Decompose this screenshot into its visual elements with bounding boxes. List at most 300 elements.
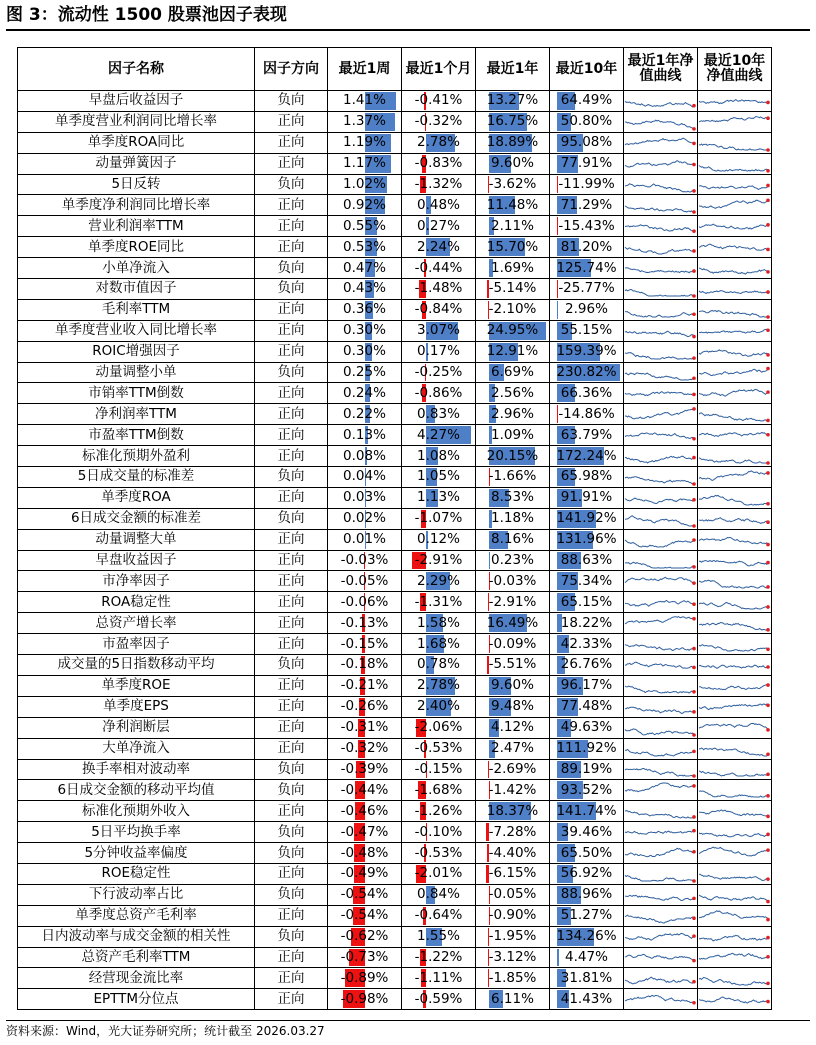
return-cell-w	[328, 111, 402, 132]
nav-curve-1y	[624, 467, 698, 488]
return-cell-y	[476, 571, 550, 592]
table-row	[18, 487, 772, 508]
sparkline-path	[625, 831, 695, 835]
return-cell-y	[476, 279, 550, 300]
sparkline-path	[625, 372, 695, 379]
sparkline-end-marker	[766, 116, 770, 120]
sparkline-end-marker	[766, 199, 770, 203]
direction-cell: 正向	[255, 801, 328, 822]
nav-curve-1y	[624, 529, 698, 550]
return-cell-t	[550, 446, 624, 467]
direction-cell: 正向	[255, 696, 328, 717]
return-cell-y	[476, 884, 550, 905]
header-nav-curve-10y: 最近10年净值曲线	[698, 48, 772, 91]
nav-curve-1y	[624, 759, 698, 780]
direction-cell: 正向	[255, 404, 328, 425]
sparkline-end-marker	[692, 666, 696, 670]
return-cell-w	[328, 467, 402, 488]
value-text: -3.12%	[488, 948, 537, 965]
nav-curve-10y	[698, 717, 772, 738]
value-text: 26.76%	[560, 656, 613, 673]
value-text: -0.48%	[340, 844, 389, 861]
nav-curve-1y	[624, 341, 698, 362]
nav-curve-1y	[624, 216, 698, 237]
table-row	[18, 780, 772, 801]
table-row	[18, 947, 772, 968]
factor-name-cell: 净利润断层	[18, 717, 255, 738]
table-row	[18, 153, 772, 174]
direction-cell: 正向	[255, 153, 328, 174]
return-cell-w	[328, 508, 402, 529]
sparkline-end-marker	[692, 376, 696, 380]
sparkline-path	[699, 684, 769, 689]
direction-cell: 正向	[255, 675, 328, 696]
return-cell-t	[550, 926, 624, 947]
value-text: 0.12%	[417, 531, 460, 548]
return-cell-t	[550, 738, 624, 759]
table-row	[18, 132, 772, 153]
value-text: -0.15%	[340, 635, 389, 652]
value-text: -0.83%	[414, 155, 463, 172]
nav-curve-1y	[624, 613, 698, 634]
return-cell-y	[476, 613, 550, 634]
return-cell-t	[550, 341, 624, 362]
value-text: -0.26%	[340, 698, 389, 715]
sparkline-end-marker	[692, 647, 696, 651]
sparkline-end-marker	[766, 982, 770, 986]
sparkline-end-marker	[692, 582, 696, 586]
value-text: -0.53%	[414, 844, 463, 861]
sparkline-path	[625, 540, 695, 547]
table-row	[18, 926, 772, 947]
value-text: 88.63%	[560, 552, 613, 569]
sparkline-path	[625, 289, 695, 296]
table-row	[18, 237, 772, 258]
value-text: -5.51%	[488, 656, 537, 673]
table-row	[18, 195, 772, 216]
sparkline-path	[625, 662, 695, 668]
return-cell-m	[402, 822, 476, 843]
sparkline-path	[699, 847, 769, 856]
value-text: -0.46%	[340, 802, 389, 819]
sparkline-path	[625, 707, 695, 713]
factor-name-cell: 单季度ROA同比	[18, 132, 255, 153]
value-text: -0.44%	[340, 781, 389, 798]
factor-name-cell: 市盈率因子	[18, 634, 255, 655]
value-text: -2.91%	[488, 593, 537, 610]
return-cell-w	[328, 91, 402, 112]
sparkline-path	[625, 120, 695, 129]
value-text: 1.17%	[343, 155, 386, 172]
sparkline-path	[699, 458, 769, 463]
return-cell-m	[402, 780, 476, 801]
nav-curve-10y	[698, 592, 772, 613]
return-cell-t	[550, 195, 624, 216]
value-text: 96.17%	[560, 677, 613, 694]
table-row	[18, 675, 772, 696]
factor-name-cell: 单季度ROE	[18, 675, 255, 696]
return-cell-m	[402, 571, 476, 592]
nav-curve-10y	[698, 550, 772, 571]
direction-cell: 负向	[255, 174, 328, 195]
table-row	[18, 299, 772, 320]
return-cell-m	[402, 362, 476, 383]
factor-name-cell: 标准化预期外盈利	[18, 446, 255, 467]
sparkline-path	[625, 749, 695, 756]
return-cell-t	[550, 237, 624, 258]
value-text: -6.15%	[488, 865, 537, 882]
return-cell-y	[476, 529, 550, 550]
return-cell-y	[476, 508, 550, 529]
factor-name-cell: 总资产增长率	[18, 613, 255, 634]
sparkline-path	[699, 560, 769, 565]
sparkline-path	[699, 165, 769, 171]
table-row	[18, 341, 772, 362]
value-text: -0.41%	[414, 92, 463, 109]
value-text: 15.70%	[486, 238, 539, 255]
return-cell-w	[328, 968, 402, 989]
factor-name-cell: 早盘后收益因子	[18, 91, 255, 112]
sparkline-end-marker	[692, 211, 696, 215]
sparkline-end-marker	[766, 315, 770, 319]
sparkline-end-marker	[692, 710, 696, 714]
return-cell-w	[328, 299, 402, 320]
factor-name-cell: 换手率相对波动率	[18, 759, 255, 780]
return-cell-y	[476, 237, 550, 258]
return-cell-y	[476, 383, 550, 404]
sparkline-path	[699, 771, 769, 776]
value-text: -7.28%	[488, 823, 537, 840]
nav-curve-10y	[698, 446, 772, 467]
factor-name-cell: 6日成交金额的移动平均值	[18, 780, 255, 801]
value-text: -14.86%	[558, 405, 615, 422]
factor-name-cell: 动量弹簧因子	[18, 153, 255, 174]
sparkline-path	[699, 791, 769, 797]
table-row	[18, 467, 772, 488]
direction-cell: 正向	[255, 237, 328, 258]
value-text: 141.92%	[556, 510, 617, 527]
value-text: 9.60%	[491, 155, 534, 172]
return-cell-m	[402, 467, 476, 488]
nav-curve-1y	[624, 884, 698, 905]
return-cell-y	[476, 717, 550, 738]
return-cell-y	[476, 487, 550, 508]
sparkline-end-marker	[692, 269, 696, 273]
sparkline-end-marker	[766, 683, 770, 687]
value-text: 65.98%	[560, 468, 613, 485]
value-text: 4.27%	[417, 426, 460, 443]
factor-name-cell: ROIC增强因子	[18, 341, 255, 362]
sparkline-end-marker	[766, 471, 770, 475]
return-cell-y	[476, 968, 550, 989]
return-cell-t	[550, 780, 624, 801]
value-text: -0.10%	[414, 823, 463, 840]
return-cell-m	[402, 675, 476, 696]
nav-curve-1y	[624, 905, 698, 926]
value-text: 50.80%	[560, 113, 613, 130]
sparkline-end-marker	[766, 560, 770, 564]
sparkline-path	[625, 456, 695, 463]
value-text: 0.47%	[343, 259, 386, 276]
direction-cell: 正向	[255, 111, 328, 132]
value-text: 0.13%	[343, 426, 386, 443]
table-row	[18, 863, 772, 884]
direction-cell: 负向	[255, 467, 328, 488]
return-cell-w	[328, 863, 402, 884]
value-text: -1.85%	[488, 969, 537, 986]
direction-cell: 正向	[255, 613, 328, 634]
value-text: 0.01%	[343, 531, 386, 548]
value-text: 1.09%	[491, 426, 534, 443]
sparkline-path	[699, 495, 769, 505]
return-cell-m	[402, 655, 476, 676]
return-cell-w	[328, 571, 402, 592]
return-cell-t	[550, 508, 624, 529]
value-text: 134.26%	[556, 928, 617, 945]
value-text: 0.30%	[343, 322, 386, 339]
return-cell-y	[476, 111, 550, 132]
return-cell-w	[328, 487, 402, 508]
value-text: 55.15%	[560, 322, 613, 339]
value-text: -2.01%	[414, 865, 463, 882]
value-text: 2.24%	[417, 238, 460, 255]
return-cell-y	[476, 216, 550, 237]
return-cell-m	[402, 989, 476, 1010]
sparkline-end-marker	[766, 752, 770, 756]
value-text: 0.25%	[343, 364, 386, 381]
return-cell-y	[476, 174, 550, 195]
value-text: 49.63%	[560, 719, 613, 736]
direction-cell: 负向	[255, 655, 328, 676]
sparkline-path	[699, 185, 769, 189]
return-cell-w	[328, 425, 402, 446]
return-cell-w	[328, 446, 402, 467]
table-row	[18, 174, 772, 195]
value-text: 18.37%	[486, 802, 539, 819]
factor-name-cell: 早盘收益因子	[18, 550, 255, 571]
value-text: 65.50%	[560, 844, 613, 861]
nav-curve-10y	[698, 989, 772, 1010]
return-cell-w	[328, 780, 402, 801]
table-row	[18, 404, 772, 425]
value-text: 1.08%	[417, 447, 460, 464]
return-cell-m	[402, 843, 476, 864]
nav-curve-10y	[698, 153, 772, 174]
sparkline-end-marker	[692, 498, 696, 502]
sparkline-end-marker	[692, 524, 696, 528]
value-text: 0.55%	[343, 217, 386, 234]
return-cell-t	[550, 467, 624, 488]
value-text: 4.47%	[565, 948, 608, 965]
sparkline-path	[699, 954, 769, 960]
value-text: 0.02%	[343, 510, 386, 527]
return-cell-y	[476, 843, 550, 864]
return-cell-t	[550, 863, 624, 884]
sparkline-path	[625, 728, 695, 734]
direction-cell: 负向	[255, 91, 328, 112]
return-cell-w	[328, 529, 402, 550]
value-text: -0.32%	[340, 740, 389, 757]
sparkline-end-marker	[692, 334, 696, 338]
value-text: -0.31%	[340, 719, 389, 736]
sparkline-path	[699, 368, 769, 375]
factor-name-cell: 单季度ROA	[18, 487, 255, 508]
nav-curve-1y	[624, 91, 698, 112]
nav-curve-10y	[698, 905, 772, 926]
nav-curve-1y	[624, 404, 698, 425]
return-cell-w	[328, 550, 402, 571]
value-text: 2.78%	[417, 677, 460, 694]
nav-curve-10y	[698, 487, 772, 508]
sparkline-end-marker	[766, 461, 770, 465]
nav-curve-1y	[624, 174, 698, 195]
direction-cell: 正向	[255, 550, 328, 571]
sparkline-end-marker	[692, 162, 696, 166]
table-row	[18, 279, 772, 300]
return-cell-w	[328, 132, 402, 153]
nav-curve-1y	[624, 279, 698, 300]
table-row	[18, 258, 772, 279]
return-cell-y	[476, 425, 550, 446]
value-text: 2.29%	[417, 572, 460, 589]
direction-cell: 负向	[255, 759, 328, 780]
sparkline-end-marker	[692, 127, 696, 131]
factor-name-cell: 营业利润率TTM	[18, 216, 255, 237]
value-text: -1.95%	[488, 928, 537, 945]
value-text: 18.89%	[486, 134, 539, 151]
sparkline-path	[699, 517, 769, 523]
nav-curve-10y	[698, 696, 772, 717]
return-cell-m	[402, 299, 476, 320]
return-cell-y	[476, 634, 550, 655]
return-cell-y	[476, 801, 550, 822]
sparkline-path	[625, 769, 695, 777]
value-text: -3.62%	[488, 176, 537, 192]
return-cell-w	[328, 926, 402, 947]
sparkline-end-marker	[766, 101, 770, 105]
nav-curve-10y	[698, 947, 772, 968]
factor-name-cell: ROE稳定性	[18, 863, 255, 884]
value-text: 1.37%	[343, 113, 386, 130]
table-row	[18, 655, 772, 676]
value-text: 0.53%	[343, 238, 386, 255]
value-bar	[557, 949, 558, 967]
return-cell-y	[476, 675, 550, 696]
nav-curve-1y	[624, 487, 698, 508]
factor-name-cell: 净利润率TTM	[18, 404, 255, 425]
sparkline-path	[625, 101, 695, 107]
value-text: 13.27%	[486, 92, 539, 109]
nav-curve-1y	[624, 237, 698, 258]
value-text: 0.27%	[417, 217, 460, 234]
return-cell-w	[328, 655, 402, 676]
sparkline-end-marker	[692, 230, 696, 234]
value-text: 39.46%	[560, 823, 613, 840]
return-cell-t	[550, 153, 624, 174]
factor-name-cell: 对数市值因子	[18, 279, 255, 300]
direction-cell: 正向	[255, 863, 328, 884]
value-text: 0.08%	[343, 447, 386, 464]
value-text: -0.06%	[340, 593, 389, 610]
table-row	[18, 91, 772, 112]
nav-curve-1y	[624, 383, 698, 404]
value-text: -0.39%	[340, 760, 389, 777]
sparkline-path	[699, 144, 769, 150]
value-text: 1.13%	[417, 489, 460, 506]
sparkline-path	[699, 581, 769, 589]
factor-name-cell: 动量调整小单	[18, 362, 255, 383]
table-row	[18, 989, 772, 1010]
nav-curve-10y	[698, 299, 772, 320]
nav-curve-1y	[624, 968, 698, 989]
direction-cell: 负向	[255, 884, 328, 905]
sparkline-path	[699, 833, 769, 837]
direction-cell: 正向	[255, 299, 328, 320]
factor-name-cell: 市净率因子	[18, 571, 255, 592]
sparkline-end-marker	[766, 223, 770, 227]
return-cell-y	[476, 153, 550, 174]
nav-curve-10y	[698, 258, 772, 279]
value-text: 1.55%	[417, 928, 460, 945]
nav-curve-1y	[624, 780, 698, 801]
value-text: 95.08%	[560, 134, 613, 151]
return-cell-t	[550, 425, 624, 446]
return-cell-t	[550, 550, 624, 571]
return-cell-y	[476, 696, 550, 717]
return-cell-y	[476, 404, 550, 425]
header-direction: 因子方向	[255, 48, 328, 91]
factor-name-cell: 市盈率TTM倒数	[18, 425, 255, 446]
sparkline-end-marker	[692, 312, 696, 316]
direction-cell: 正向	[255, 341, 328, 362]
value-text: 125.74%	[556, 259, 617, 276]
return-cell-m	[402, 884, 476, 905]
sparkline-path	[625, 268, 695, 273]
return-cell-t	[550, 362, 624, 383]
return-cell-t	[550, 279, 624, 300]
sparkline-path	[699, 748, 769, 756]
value-text: 2.47%	[491, 740, 534, 757]
table-row	[18, 425, 772, 446]
return-cell-m	[402, 91, 476, 112]
return-cell-m	[402, 947, 476, 968]
table-row	[18, 111, 772, 132]
table-header-row	[18, 48, 772, 91]
direction-cell: 正向	[255, 571, 328, 592]
table-row	[18, 696, 772, 717]
nav-curve-10y	[698, 404, 772, 425]
value-text: -0.53%	[414, 740, 463, 757]
return-cell-w	[328, 592, 402, 613]
sparkline-path	[625, 247, 695, 254]
return-cell-t	[550, 320, 624, 341]
return-cell-m	[402, 216, 476, 237]
sparkline-end-marker	[692, 356, 696, 360]
value-text: -0.49%	[340, 865, 389, 882]
sparkline-path	[699, 874, 769, 880]
return-cell-t	[550, 822, 624, 843]
sparkline-end-marker	[766, 935, 770, 939]
sparkline-path	[699, 895, 769, 902]
value-text: -0.59%	[414, 990, 463, 1007]
value-text: 2.78%	[417, 134, 460, 151]
nav-curve-1y	[624, 989, 698, 1010]
nav-curve-10y	[698, 843, 772, 864]
sparkline-path	[699, 935, 769, 941]
value-text: 0.84%	[417, 886, 460, 903]
sparkline-end-marker	[766, 586, 770, 590]
value-text: 2.11%	[491, 217, 534, 234]
